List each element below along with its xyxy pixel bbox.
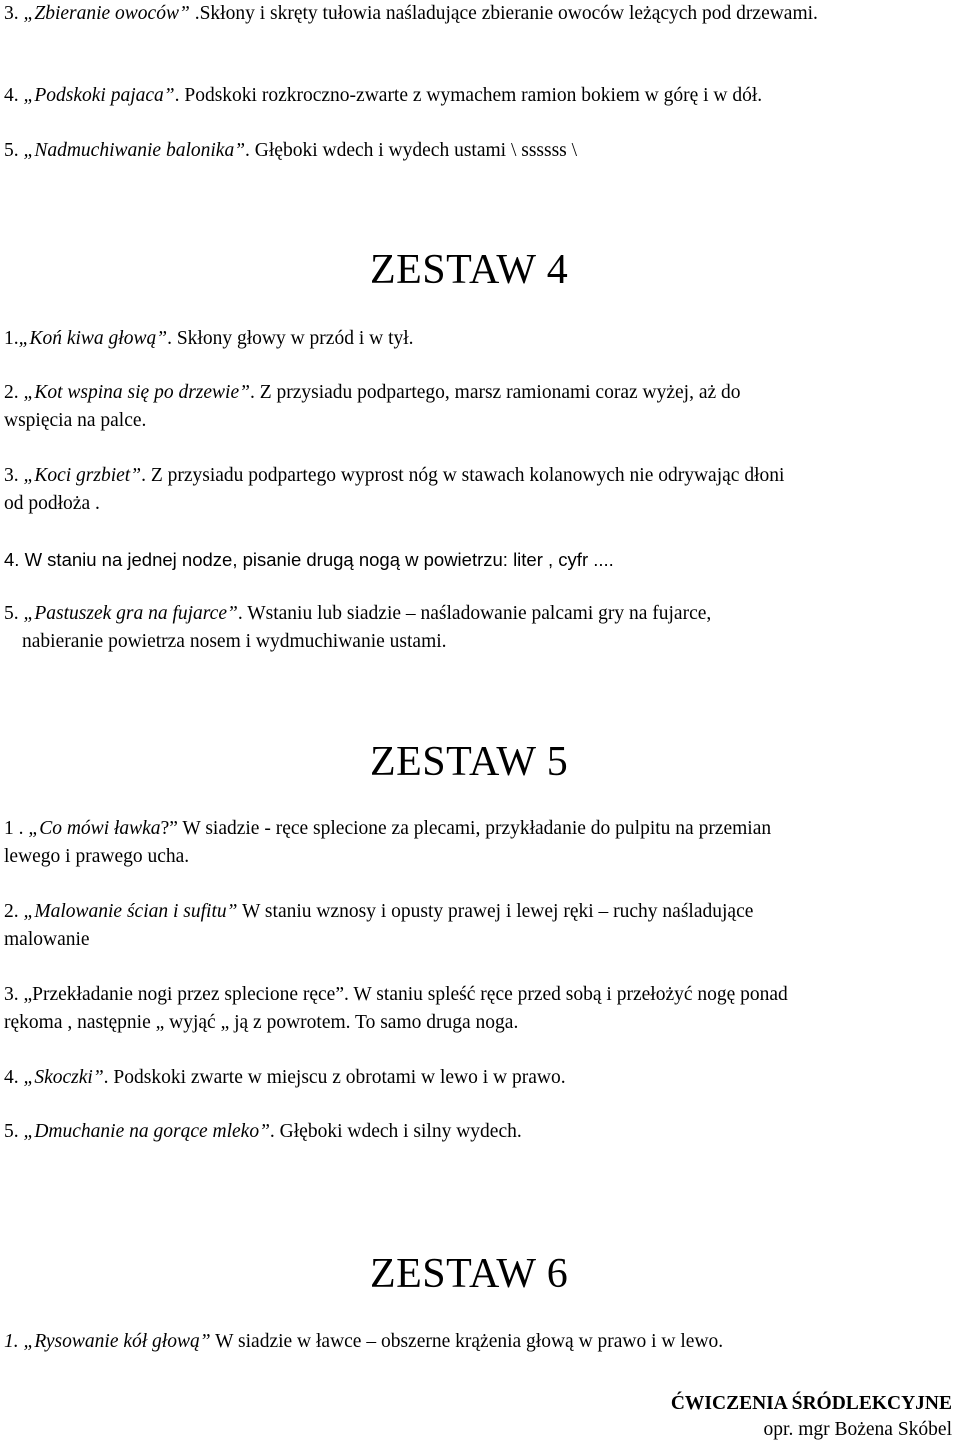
exercise-description-continued: nabieranie powietrza nosem i wydmuchiwanie ustami. — [22, 631, 447, 652]
exercise-description: W staniu na jednej nodze, pisanie drugą nogą w powietrzu: liter , cyfr .... — [24, 549, 614, 570]
exercise-item — [4, 898, 949, 954]
exercise-description-continued: lewego i prawego ucha. — [4, 846, 190, 867]
exercise-title: „Dmuchanie na gorące mleko” — [23, 1121, 270, 1142]
exercise-description-continued: malowanie — [4, 929, 90, 950]
item-number: 4. — [4, 1067, 24, 1088]
exercise-item — [4, 815, 949, 871]
item-number: 3. — [4, 984, 24, 1005]
exercise-description-continued: od podłoża . — [4, 493, 100, 514]
exercise-title: „Malowanie ścian i sufitu” — [23, 901, 238, 922]
exercise-title: „Skoczki” — [23, 1067, 104, 1088]
exercise-item — [4, 379, 949, 435]
exercise-description: . Głęboki wdech i wydech ustami \ ssssss \ — [245, 140, 578, 161]
exercise-title: „Nadmuchiwanie balonika” — [23, 140, 246, 161]
item-number: 2. — [4, 382, 24, 403]
footer-author: opr. mgr Bożena Skóbel — [763, 1419, 952, 1440]
exercise-description: W siadzie w ławce – obszerne krążenia głową w prawo i w lewo. — [210, 1331, 724, 1352]
exercise-title: „Kot wspina się po drzewie” — [23, 382, 250, 403]
exercise-item — [4, 546, 949, 574]
exercise-title: „Rysowanie kół głową” — [23, 1331, 211, 1352]
exercise-description: . Skłony głowy w przód i w tył. — [167, 328, 414, 349]
item-number: 1 . — [4, 818, 29, 839]
item-number: 4. — [4, 85, 24, 106]
exercise-title: „Koń kiwa głową” — [18, 328, 168, 349]
exercise-item — [4, 82, 949, 110]
exercise-description-continued: rękoma , następnie „ wyjąć „ ją z powrotem. To samo druga noga. — [4, 1012, 519, 1033]
footer-title: ĆWICZENIA ŚRÓDLEKCYJNE — [670, 1393, 952, 1414]
exercise-title: „Co mówi ławka — [28, 818, 161, 839]
item-number: 3. — [4, 465, 24, 486]
exercise-description: . Z przysiadu podpartego, marsz ramionami coraz wyżej, aż do — [249, 382, 741, 403]
exercise-item — [4, 1328, 949, 1356]
item-number: 5. — [4, 603, 24, 624]
exercise-item — [4, 137, 949, 165]
item-number: 4. — [4, 549, 25, 570]
exercise-description: . Głęboki wdech i silny wydech. — [269, 1121, 522, 1142]
exercise-description: . Z przysiadu podpartego wyprost nóg w stawach kolanowych nie odrywając dłoni — [141, 465, 785, 486]
exercise-description: ?” W siadzie - ręce splecione za plecami, przykładanie do pulpitu na przemian — [160, 818, 772, 839]
exercise-item — [4, 1118, 949, 1146]
exercise-title: „Koci grzbiet” — [23, 465, 142, 486]
item-number: 1. — [4, 1331, 24, 1352]
exercise-description: W staniu wznosy i opusty prawej i lewej ręki – ruchy naśladujące — [237, 901, 754, 922]
exercise-title: „Pastuszek gra na fujarce” — [23, 603, 238, 624]
exercise-item — [4, 1064, 949, 1092]
section-heading-zestaw-6: ZESTAW 6 — [370, 1251, 569, 1297]
exercise-description: . Podskoki rozkroczno-zwarte z wymachem ramion bokiem w górę i w dół. — [174, 85, 763, 106]
exercise-title: „Podskoki pajaca” — [23, 85, 175, 106]
item-number: 5. — [4, 1121, 24, 1142]
exercise-item — [4, 600, 949, 656]
item-number: 5. — [4, 140, 24, 161]
exercise-description: „Przekładanie nogi przez splecione ręce”. W staniu spleść ręce przed sobą i przełożyć nogę ponad — [23, 984, 788, 1005]
item-number: 2. — [4, 901, 24, 922]
exercise-item — [4, 0, 949, 28]
exercise-description: . Wstaniu lub siadzie – naśladowanie palcami gry na fujarce, — [237, 603, 712, 624]
exercise-description-continued: wspięcia na palce. — [4, 410, 147, 431]
exercise-description: . Podskoki zwarte w miejscu z obrotami w lewo i w prawo. — [103, 1067, 566, 1088]
item-number: 3. — [4, 3, 24, 24]
exercise-item — [4, 325, 949, 353]
exercise-item — [4, 981, 949, 1037]
section-heading-zestaw-4: ZESTAW 4 — [370, 247, 569, 293]
section-heading-zestaw-5: ZESTAW 5 — [370, 739, 569, 785]
exercise-description: .Skłony i skręty tułowia naśladujące zbieranie owoców leżących pod drzewami. — [189, 3, 818, 24]
exercise-title: „Zbieranie owoców” — [23, 3, 190, 24]
item-number: 1. — [4, 328, 19, 349]
exercise-item — [4, 462, 949, 518]
